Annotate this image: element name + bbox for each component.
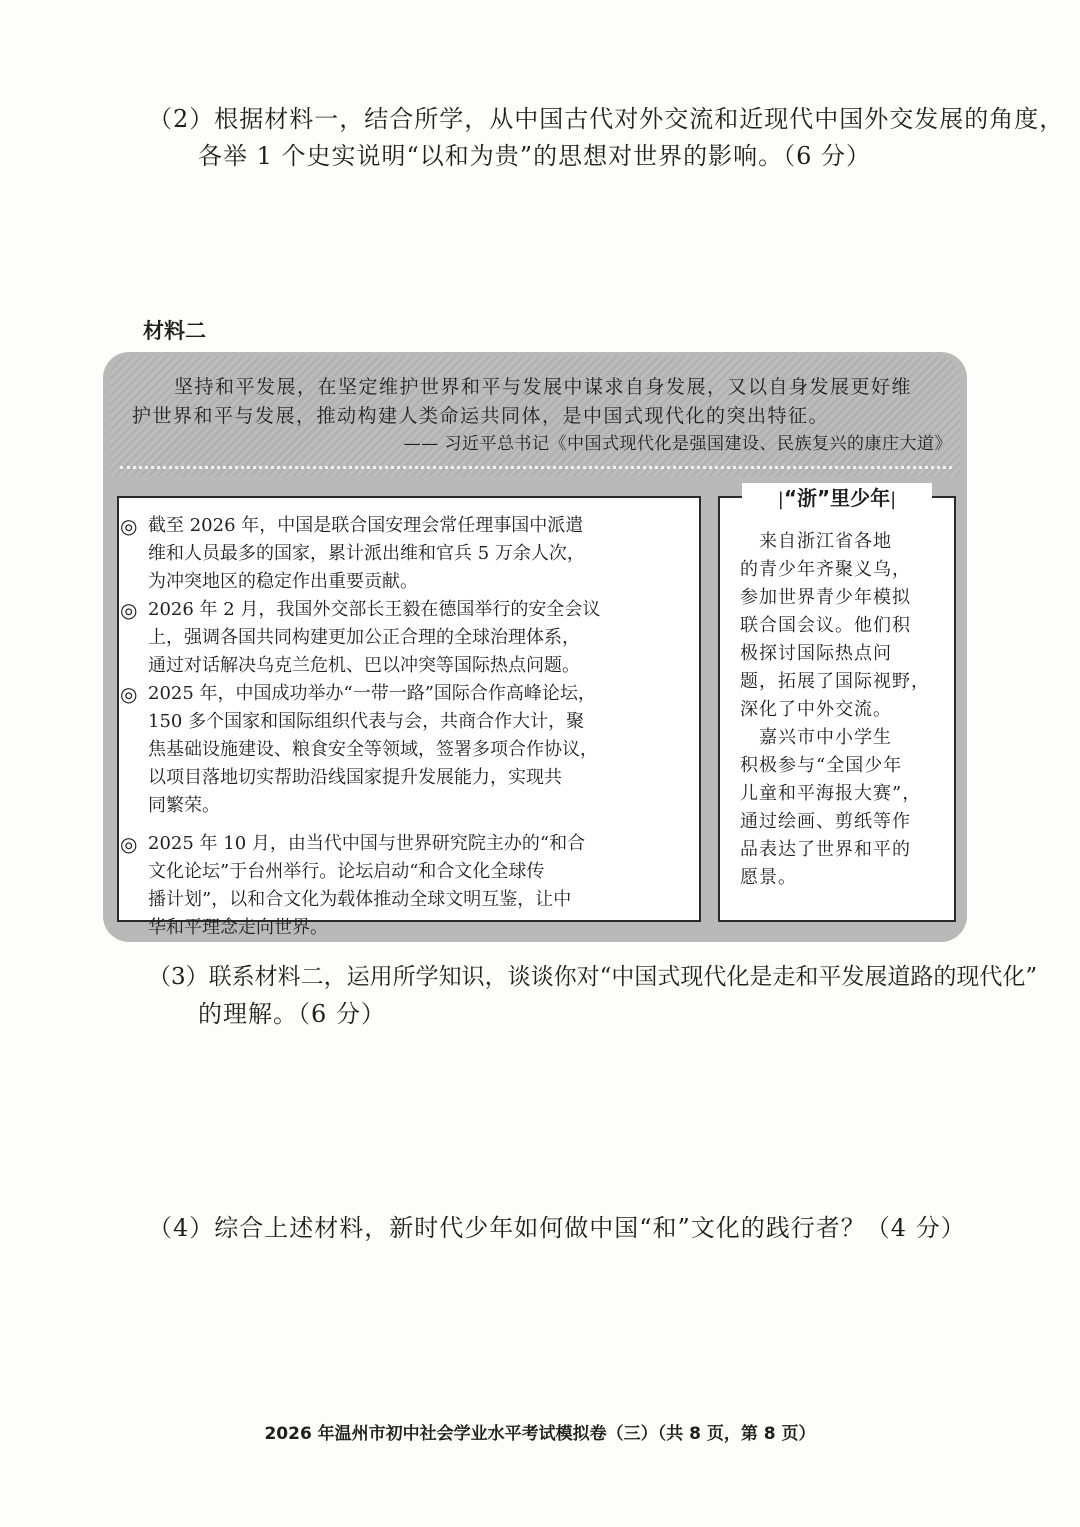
list-item-line: 同繁荣。 [148,795,220,816]
text-line: 品表达了世界和平的 [740,839,911,860]
list-item-line: 华和平理念走向世界。 [148,917,328,938]
quote-source: —— 习近平总书记《中国式现代化是强国建设、民族复兴的康庄大道》 [403,434,952,454]
text-line: 题，拓展了国际视野， [740,671,930,692]
list-item [120,596,601,680]
text-line: 来自浙江省各地 [740,531,892,552]
list-item-line: 维和人员最多的国家，累计派出维和官兵 5 万余人次， [148,543,585,564]
text-line: 愿景。 [740,867,797,888]
bullet-icon: ◎ [120,514,138,538]
page-footer: 2026 年温州市初中社会学业水平考试模拟卷（三）（共 8 页，第 8 页） [264,1424,816,1444]
quote-line-1: 坚持和平发展，在坚定维护世界和平与发展中谋求自身发展，又以自身发展更好维 [174,376,913,398]
list-item-line: 通过对话解决乌克兰危机、巴以冲突等国际热点问题。 [148,655,580,676]
list-item-line: 2025 年，中国成功举办“一带一路”国际合作高峰论坛， [148,683,596,704]
material-2-label: 材料二 [143,319,206,343]
question-2-line-1: （2）根据材料一，结合所学，从中国古代对外交流和近现代中国外交发展的角度， [148,105,1065,133]
list-item-line: 为冲突地区的稳定作出重要贡献。 [148,571,418,592]
text-line: 积极参与“全国少年 [740,755,903,776]
list-item-line: 焦基础设施建设、粮食安全等领域，签署多项合作协议， [148,739,598,760]
text-line: 嘉兴市中小学生 [740,727,892,748]
text-line: 儿童和平海报大赛”， [740,783,922,804]
list-item [120,830,586,942]
list-item [120,680,598,820]
question-3-line-2: 的理解。（6 分） [198,1000,386,1028]
list-item-line: 上，强调各国共同构建更加公正合理的全球治理体系， [148,627,580,648]
text-line: 联合国会议。他们积 [740,615,911,636]
question-4-line-1: （4）综合上述材料，新时代少年如何做中国“和”文化的践行者？（4 分） [148,1214,966,1242]
bullet-icon: ◎ [120,832,138,856]
dotted-divider [120,466,952,469]
zhejiang-youth-title: |“浙”里少年| [742,483,932,513]
zhejiang-youth-text [740,528,930,892]
list-item-line: 截至 2026 年，中国是联合国安理会常任理事国中派遣 [148,515,584,536]
list-item-line: 150 多个国家和国际组织代表与会，共商合作大计，聚 [148,711,585,732]
list-item-line: 文化论坛”于台州举行。论坛启动“和合文化全球传 [148,861,545,882]
text-line: 通过绘画、剪纸等作 [740,811,911,832]
quote-line-2: 护世界和平与发展，推动构建人类命运共同体，是中国式现代化的突出特征。 [132,405,830,427]
question-2-line-2: 各举 1 个史实说明“以和为贵”的思想对世界的影响。（6 分） [198,142,871,170]
zhejiang-youth-title-text: “浙”里少年 [783,486,891,510]
list-item-line: 以项目落地切实帮助沿线国家提升发展能力，实现共 [148,767,562,788]
bullet-icon: ◎ [120,682,138,706]
list-item [120,512,585,596]
list-item-line: 2026 年 2 月，我国外交部长王毅在德国举行的安全会议 [148,599,601,620]
list-item-line: 2025 年 10 月，由当代中国与世界研究院主办的“和合 [148,833,586,854]
text-line: 极探讨国际热点问 [740,643,892,664]
text-line: 参加世界青少年模拟 [740,587,911,608]
text-line: 的青少年齐聚义乌， [740,559,911,580]
question-3-line-1: （3）联系材料二，运用所学知识，谈谈你对“中国式现代化是走和平发展道路的现代化” [148,964,1038,990]
list-item-line: 播计划”，以和合文化为载体推动全球文明互鉴，让中 [148,889,572,910]
bullet-icon: ◎ [120,598,138,622]
text-line: 深化了中外交流。 [740,699,892,720]
